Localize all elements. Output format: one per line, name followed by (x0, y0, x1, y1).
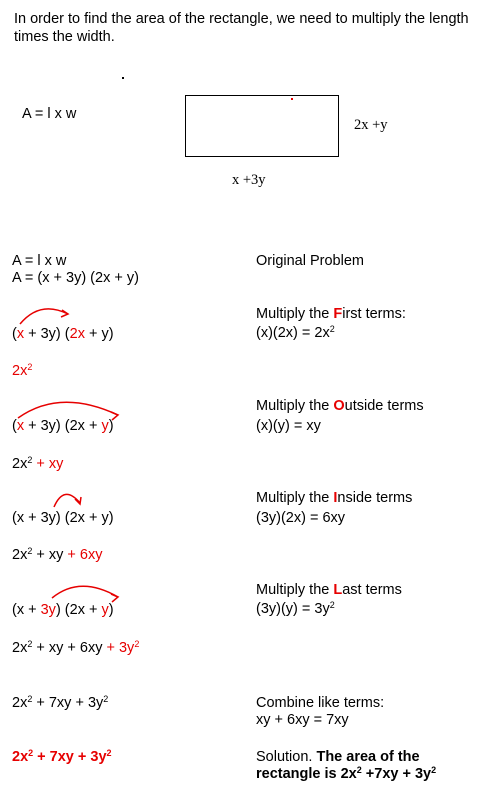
rectangle-height-label: 2x +y (354, 117, 388, 133)
last-calc: $(3y)(y) = 3y^2$ (256, 600, 335, 617)
inside-title: Multiply the Inside terms (256, 490, 413, 506)
inside-expression: (x + 3y) (2x + y) (12, 510, 114, 526)
original-desc: Original Problem (256, 253, 364, 269)
area-formula: A = l x w (22, 106, 77, 122)
solution-label: Solution. The area of the (256, 749, 420, 765)
first-expression: (x + 3y) (2x + y) (12, 326, 114, 342)
combined-result: $2x^2 + 7xy + 3y^2$ (12, 694, 109, 711)
outside-title: Multiply the Outside terms (256, 398, 424, 414)
inside-result: $2x^2$ + xy + 6xy (12, 546, 103, 563)
solution-result: $2x^2 + 7xy + 3y^2$ (12, 748, 112, 765)
combine-desc: Combine like terms: (256, 695, 385, 711)
last-title: Multiply the Last terms (256, 582, 402, 598)
rectangle-width-label: x +3y (232, 172, 266, 188)
solution-statement: rectangle is $2x^2 +7xy + 3y^2$ (256, 765, 437, 782)
last-result: $2x^2$ + xy + $6xy + 3y^2$ (12, 639, 140, 656)
first-title: Multiply the First terms: (256, 306, 406, 322)
outside-result: $2x^2$ + xy (12, 455, 64, 472)
original-line-2: A = (x + 3y) (2x + y) (12, 270, 139, 286)
inside-calc: (3y)(2x) = 6xy (256, 510, 346, 526)
original-line-1: A = l x w (12, 253, 67, 269)
outside-calc: (x)(y) = xy (256, 418, 321, 434)
intro-text: In order to find the area of the rectangle, we need to multiply the length times the width. (14, 11, 469, 45)
first-calc: $(x)(2x) = 2x^2$ (256, 324, 335, 341)
outside-expression: (x + 3y) (2x + y) (12, 418, 114, 434)
first-result: $2x^2$ (12, 362, 33, 379)
combine-calc: xy + 6xy = 7xy (256, 712, 349, 728)
last-expression: (x + 3y) (2x + y) (12, 602, 114, 618)
